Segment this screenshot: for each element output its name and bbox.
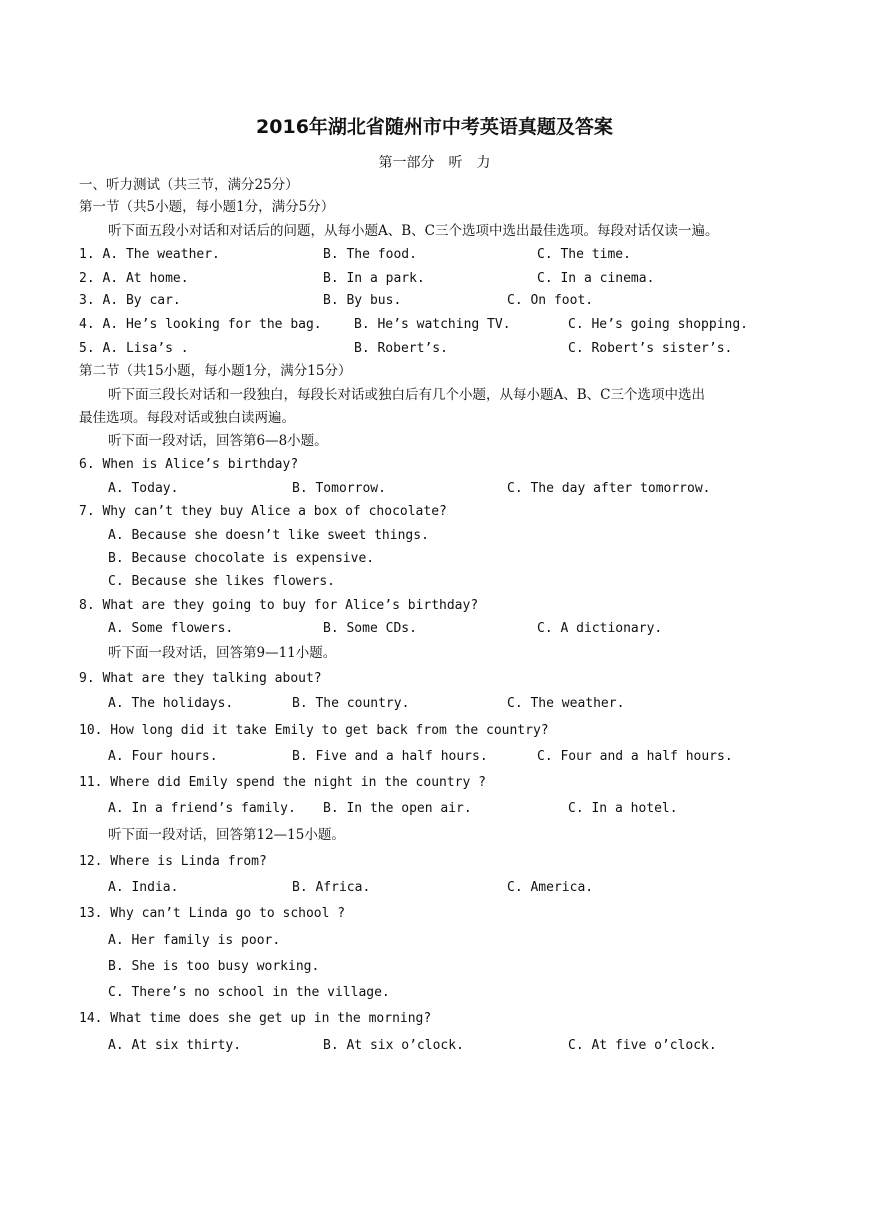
q13-option-b: B. She is too busy working. bbox=[108, 959, 320, 974]
q8-option-a: A. Some flowers. bbox=[108, 621, 234, 636]
section1-header: 第一节（共5小题，每小题1分，满分5分） bbox=[79, 199, 335, 215]
q12-option-a: A. India. bbox=[108, 880, 179, 895]
q1-option-b: B. The food. bbox=[323, 247, 417, 262]
part-heading: 第一部分 听 力 bbox=[378, 155, 491, 171]
q7-option-b: B. Because chocolate is expensive. bbox=[108, 551, 375, 566]
q6-option-b: B. Tomorrow. bbox=[292, 481, 386, 496]
q6-question: 6. When is Alice’s birthday? bbox=[79, 457, 299, 472]
q14-question: 14. What time does she get up in the morning? bbox=[79, 1011, 432, 1026]
q5-option-a: 5. A. Lisa’s . bbox=[79, 341, 189, 356]
q1-option-c: C. The time. bbox=[537, 247, 631, 262]
listen-instruction-9-11: 听下面一段对话，回答第9—11小题。 bbox=[108, 645, 337, 661]
q10-question: 10. How long did it take Emily to get back from the country? bbox=[79, 723, 549, 738]
q2-option-b: B. In a park. bbox=[323, 271, 425, 286]
q5-option-b: B. Robert’s. bbox=[354, 341, 448, 356]
q5-option-c: C. Robert’s sister’s. bbox=[568, 341, 733, 356]
q7-question: 7. Why can’t they buy Alice a box of chocolate? bbox=[79, 504, 447, 519]
q6-option-c: C. The day after tomorrow. bbox=[507, 481, 711, 496]
q4-option-b: B. He’s watching TV. bbox=[354, 317, 511, 332]
q9-option-c: C. The weather. bbox=[507, 696, 625, 711]
q13-option-a: A. Her family is poor. bbox=[108, 933, 281, 948]
q8-option-b: B. Some CDs. bbox=[323, 621, 417, 636]
q9-question: 9. What are they talking about? bbox=[79, 671, 322, 686]
q11-option-c: C. In a hotel. bbox=[568, 801, 678, 816]
section-header: 一、听力测试（共三节，满分25分） bbox=[79, 177, 299, 193]
q10-option-c: C. Four and a half hours. bbox=[537, 749, 733, 764]
section1-instructions: 听下面五段小对话和对话后的问题，从每小题A、B、C三个选项中选出最佳选项。每段对话仅读一遍。 bbox=[108, 223, 719, 239]
q9-option-b: B. The country. bbox=[292, 696, 410, 711]
listen-instruction-12-15: 听下面一段对话，回答第12—15小题。 bbox=[108, 827, 345, 843]
q9-option-a: A. The holidays. bbox=[108, 696, 234, 711]
q4-option-c: C. He’s going shopping. bbox=[568, 317, 749, 332]
q4-option-a: 4. A. He’s looking for the bag. bbox=[79, 317, 322, 332]
page-title: 2016年湖北省随州市中考英语真题及答案 bbox=[256, 116, 613, 138]
q3-option-a: 3. A. By car. bbox=[79, 293, 181, 308]
section2-header: 第二节（共15小题，每小题1分，满分15分） bbox=[79, 363, 352, 379]
q2-option-a: 2. A. At home. bbox=[79, 271, 189, 286]
q2-option-c: C. In a cinema. bbox=[537, 271, 655, 286]
q13-option-c: C. There’s no school in the village. bbox=[108, 985, 390, 1000]
q13-question: 13. Why can’t Linda go to school ? bbox=[79, 906, 346, 921]
q11-option-b: B. In the open air. bbox=[323, 801, 472, 816]
q10-option-a: A. Four hours. bbox=[108, 749, 218, 764]
section2-instructions-line2: 最佳选项。每段对话或独白读两遍。 bbox=[79, 410, 295, 426]
q1-option-a: 1. A. The weather. bbox=[79, 247, 220, 262]
q3-option-b: B. By bus. bbox=[323, 293, 402, 308]
q14-option-c: C. At five o’clock. bbox=[568, 1038, 717, 1053]
q7-option-c: C. Because she likes flowers. bbox=[108, 574, 335, 589]
q6-option-a: A. Today. bbox=[108, 481, 179, 496]
q12-question: 12. Where is Linda from? bbox=[79, 854, 267, 869]
q8-question: 8. What are they going to buy for Alice’s birthday? bbox=[79, 598, 479, 613]
q11-option-a: A. In a friend’s family. bbox=[108, 801, 296, 816]
q3-option-c: C. On foot. bbox=[507, 293, 594, 308]
section2-instructions-line1: 听下面三段长对话和一段独白，每段长对话或独白后有几个小题，从每小题A、B、C三个选项中选出 bbox=[108, 387, 705, 403]
q14-option-a: A. At six thirty. bbox=[108, 1038, 242, 1053]
q11-question: 11. Where did Emily spend the night in the country ? bbox=[79, 775, 486, 790]
q8-option-c: C. A dictionary. bbox=[537, 621, 663, 636]
q7-option-a: A. Because she doesn’t like sweet things. bbox=[108, 528, 429, 543]
q10-option-b: B. Five and a half hours. bbox=[292, 749, 488, 764]
listen-instruction-6-8: 听下面一段对话，回答第6—8小题。 bbox=[108, 433, 328, 449]
q12-option-c: C. America. bbox=[507, 880, 594, 895]
q12-option-b: B. Africa. bbox=[292, 880, 371, 895]
q14-option-b: B. At six o’clock. bbox=[323, 1038, 464, 1053]
